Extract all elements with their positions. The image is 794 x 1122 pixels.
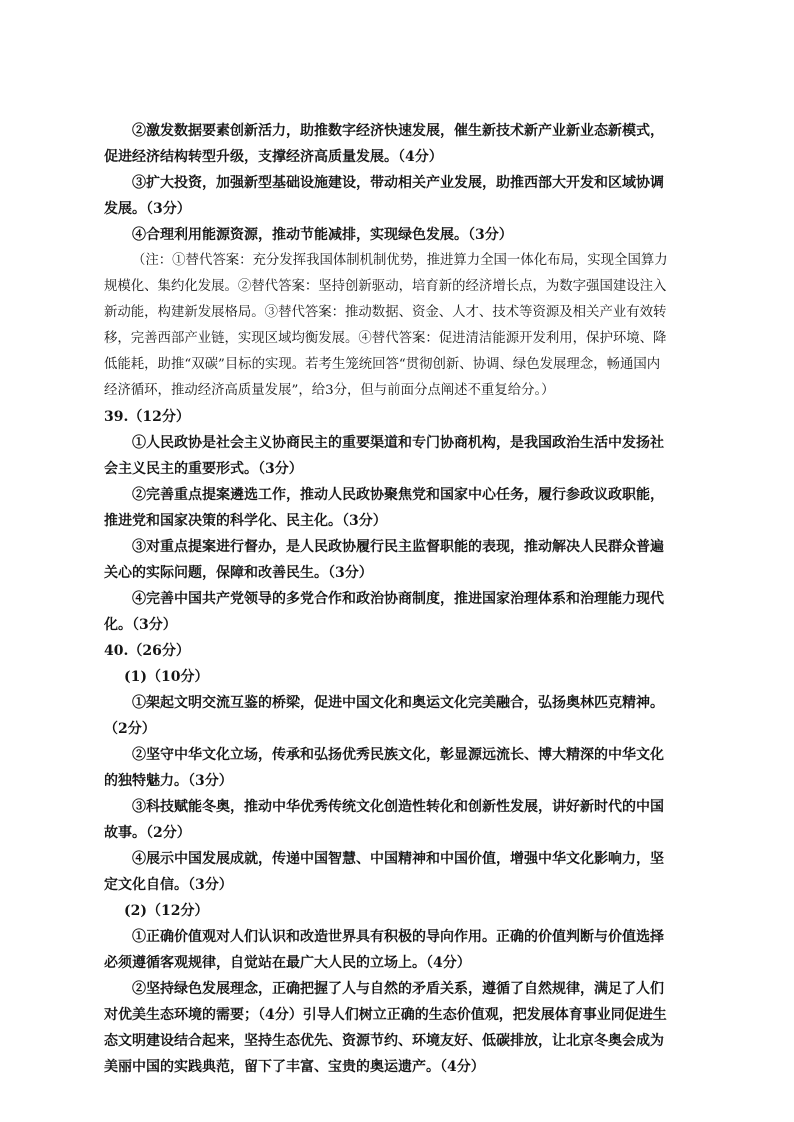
grading-note: （注：①替代答案：充分发挥我国体制机制优势，推进算力全国一体化布局，实现全国算力规模化、集约化发展。②替代答案：坚持创新驱动，培育新的经济增长点，为数字强国建设注入新动能，构建新发展格局。③替代答案：推动数据、资金、人才、技术等资源及相关产业有效转移，完善西部产业链，实现区域均衡发展。④替代答案：促进清洁能源开发利用，保护环境、降低能耗，助推“双碳”目标的实现。若考生笼统回答“贯彻创新、协调、绿色发展理念，畅通国内经济循环，推动经济高质量发展”，给3分，但与前面分点阐述不重复给分。） xyxy=(104,253,668,398)
answer-point: ①架起文明交流互鉴的桥梁，促进中国文化和奥运文化完美融合，弘扬奥林匹克精神。（2分） xyxy=(104,695,664,737)
answer-document xyxy=(104,118,672,1080)
answer-point: ③扩大投资，加强新型基础设施建设，带动相关产业发展，助推西部大开发和区域协调发展。（3分） xyxy=(104,175,664,217)
answer-point: ①正确价值观对人们认识和改造世界具有积极的导向作用。正确的价值判断与价值选择必须遵循客观规律，自觉站在最广大人民的立场上。（4分） xyxy=(104,929,664,971)
answer-point: ④合理利用能源资源，推动节能减排，实现绿色发展。（3分） xyxy=(132,227,513,243)
answer-point: ②坚守中华文化立场，传承和弘扬优秀民族文化，彰显源远流长、博大精深的中华文化的独特魅力。（3分） xyxy=(104,747,664,789)
answer-point: ④完善中国共产党领导的多党合作和政治协商制度，推进国家治理体系和治理能力现代化。（3分） xyxy=(104,591,664,633)
answer-point: ②完善重点提案遴选工作，推动人民政协聚焦党和国家中心任务，履行参政议政职能，推进党和国家决策的科学化、民主化。（3分） xyxy=(104,487,664,529)
answer-point: ②坚持绿色发展理念，正确把握了人与自然的矛盾关系，遵循了自然规律，满足了人们对优美生态环境的需要；（4分）引导人们树立正确的生态价值观，把发展体育事业同促进生态文明建设结合起来，坚持生态优先、资源节约、环境友好、低碳排放，让北京冬奥会成为美丽中国的实践典范，留下了丰富、宝贵的奥运遗产。（4分） xyxy=(104,981,667,1075)
answer-point: ①人民政协是社会主义协商民主的重要渠道和专门协商机构，是我国政治生活中发扬社会主义民主的重要形式。（3分） xyxy=(104,435,664,477)
sub-question-label: (2)（12分） xyxy=(124,903,209,919)
question-number: 40.（26分） xyxy=(104,643,190,659)
answer-point: ③科技赋能冬奥，推动中华优秀传统文化创造性转化和创新性发展，讲好新时代的中国故事。（2分） xyxy=(104,799,664,841)
answer-point: ③对重点提案进行督办，是人民政协履行民主监督职能的表现，推动解决人民群众普遍关心的实际问题，保障和改善民生。（3分） xyxy=(104,539,664,581)
answer-point: ④展示中国发展成就，传递中国智慧、中国精神和中国价值，增强中华文化影响力，坚定文化自信。（3分） xyxy=(104,851,664,893)
answer-point: ②激发数据要素创新活力，助推数字经济快速发展，催生新技术新产业新业态新模式，促进经济结构转型升级，支撑经济高质量发展。（4分） xyxy=(104,123,664,165)
sub-question-label: (1)（10分） xyxy=(124,669,209,685)
question-number: 39.（12分） xyxy=(104,409,190,425)
